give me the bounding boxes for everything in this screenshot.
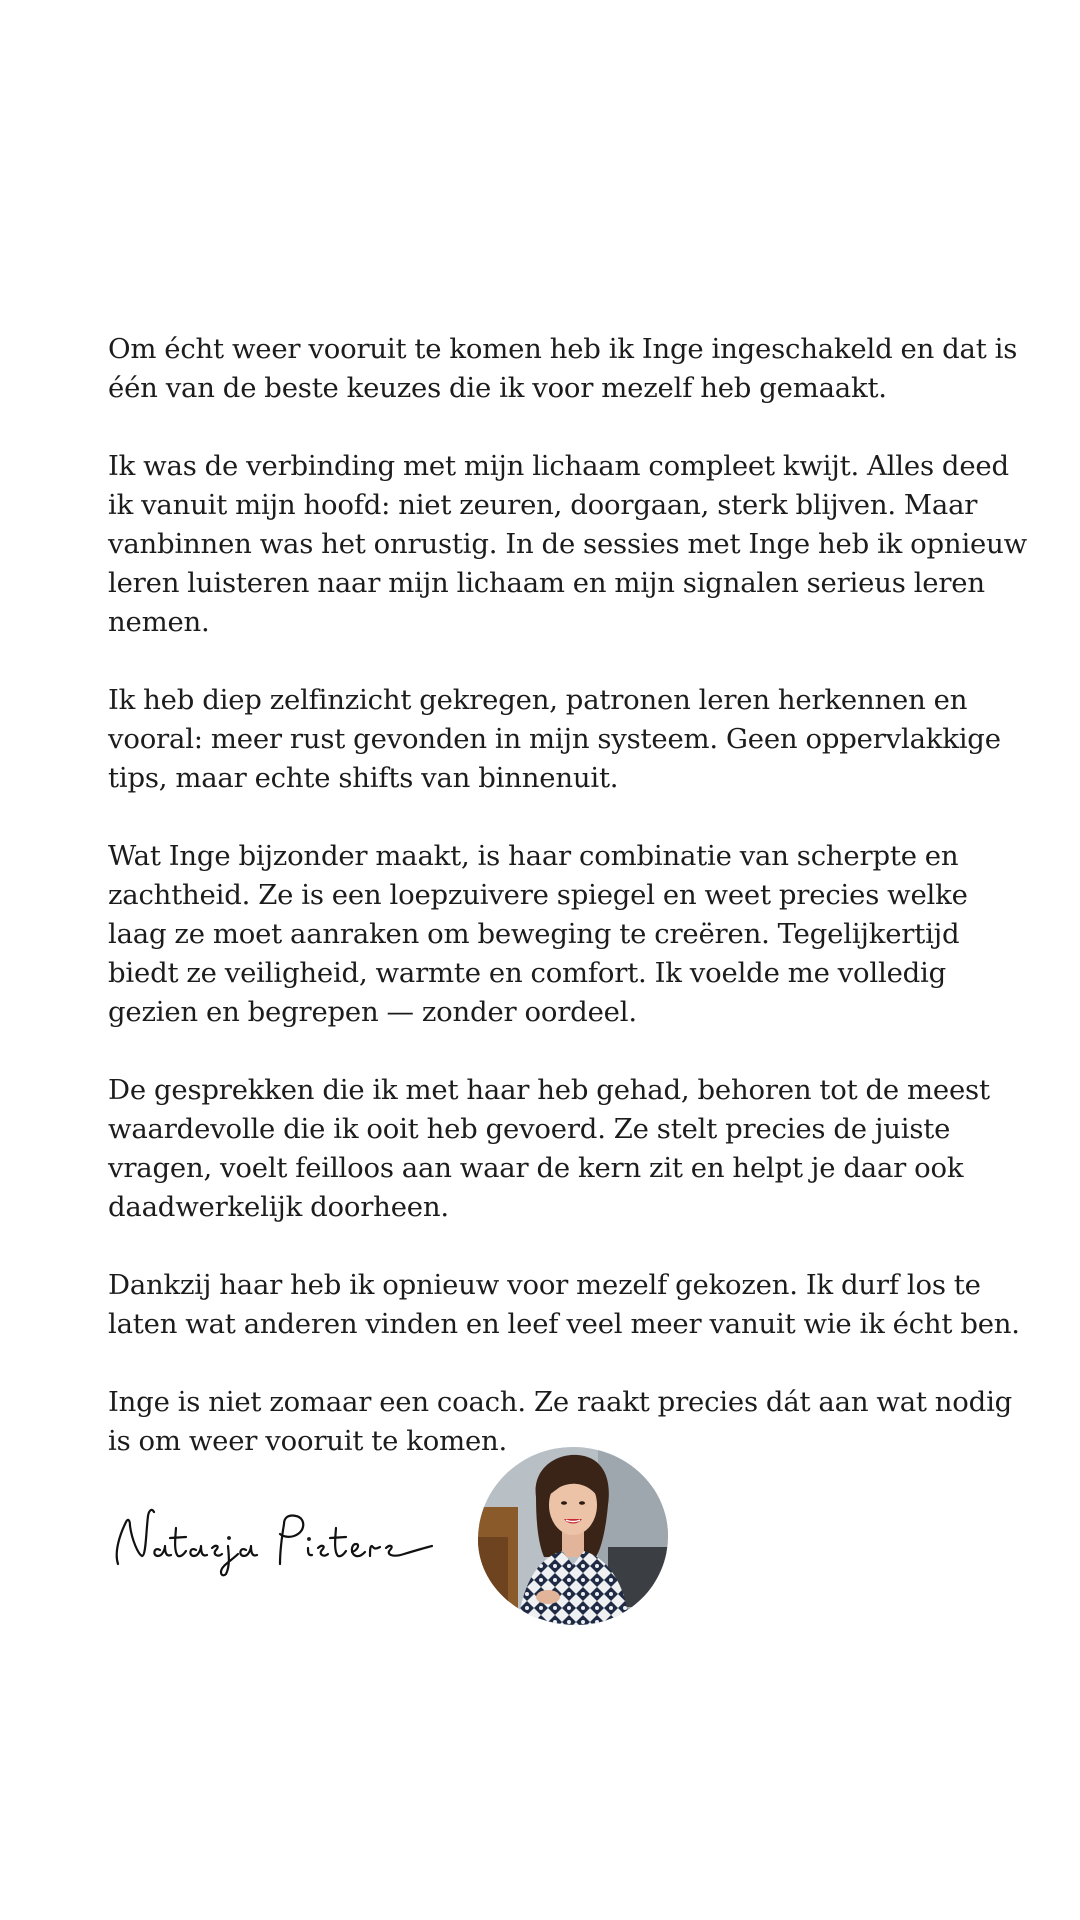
testimonial-paragraph: Ik was de verbinding met mijn lichaam compleet kwijt. Alles deed ik vanuit mijn hoofd: niet zeuren, doorgaan, sterk blijven. Maar vanbinnen was het onrustig. In de sessies met Inge heb ik opnieuw leren luisteren naar mijn lichaam en mijn signalen serieus leren nemen.	[108, 450, 1027, 638]
testimonial-paragraph: De gesprekken die ik met haar heb gehad, behoren tot de meest waardevolle die ik ooit heb gevoerd. Ze stelt precies de juiste vragen, voelt feilloos aan waar de kern zit en helpt je daar ook daadwerkelijk doorheen.	[108, 1074, 990, 1223]
testimonial-paragraph: Wat Inge bijzonder maakt, is haar combinatie van scherpte en zachtheid. Ze is een loepzuivere spiegel en weet precies welke laag ze moet aanraken om beweging te creëren. Tegelijkertijd biedt ze veiligheid, warmte en comfort. Ik voelde me volledig gezien en begrepen — zonder oordeel.	[108, 840, 968, 1028]
testimonial-paragraph: Inge is niet zomaar een coach. Ze raakt precies dát aan wat nodig is om weer vooruit te komen.	[108, 1386, 1013, 1457]
testimonial-paragraph: Dankzij haar heb ik opnieuw voor mezelf gekozen. Ik durf los te laten wat anderen vinden en leef veel meer vanuit wie ik écht ben.	[108, 1269, 1020, 1340]
portrait-photo	[478, 1447, 668, 1625]
testimonial-paragraph: Om écht weer vooruit te komen heb ik Inge ingeschakeld en dat is één van de beste keuzes die ik voor mezelf heb gemaakt.	[108, 333, 1018, 404]
testimonial-text	[108, 330, 1028, 1461]
testimonial-paragraph: Ik heb diep zelfinzicht gekregen, patronen leren herkennen en vooral: meer rust gevonden in mijn systeem. Geen oppervlakkige tips, maar echte shifts van binnenuit.	[108, 684, 1001, 794]
handwritten-signature	[108, 1492, 448, 1582]
